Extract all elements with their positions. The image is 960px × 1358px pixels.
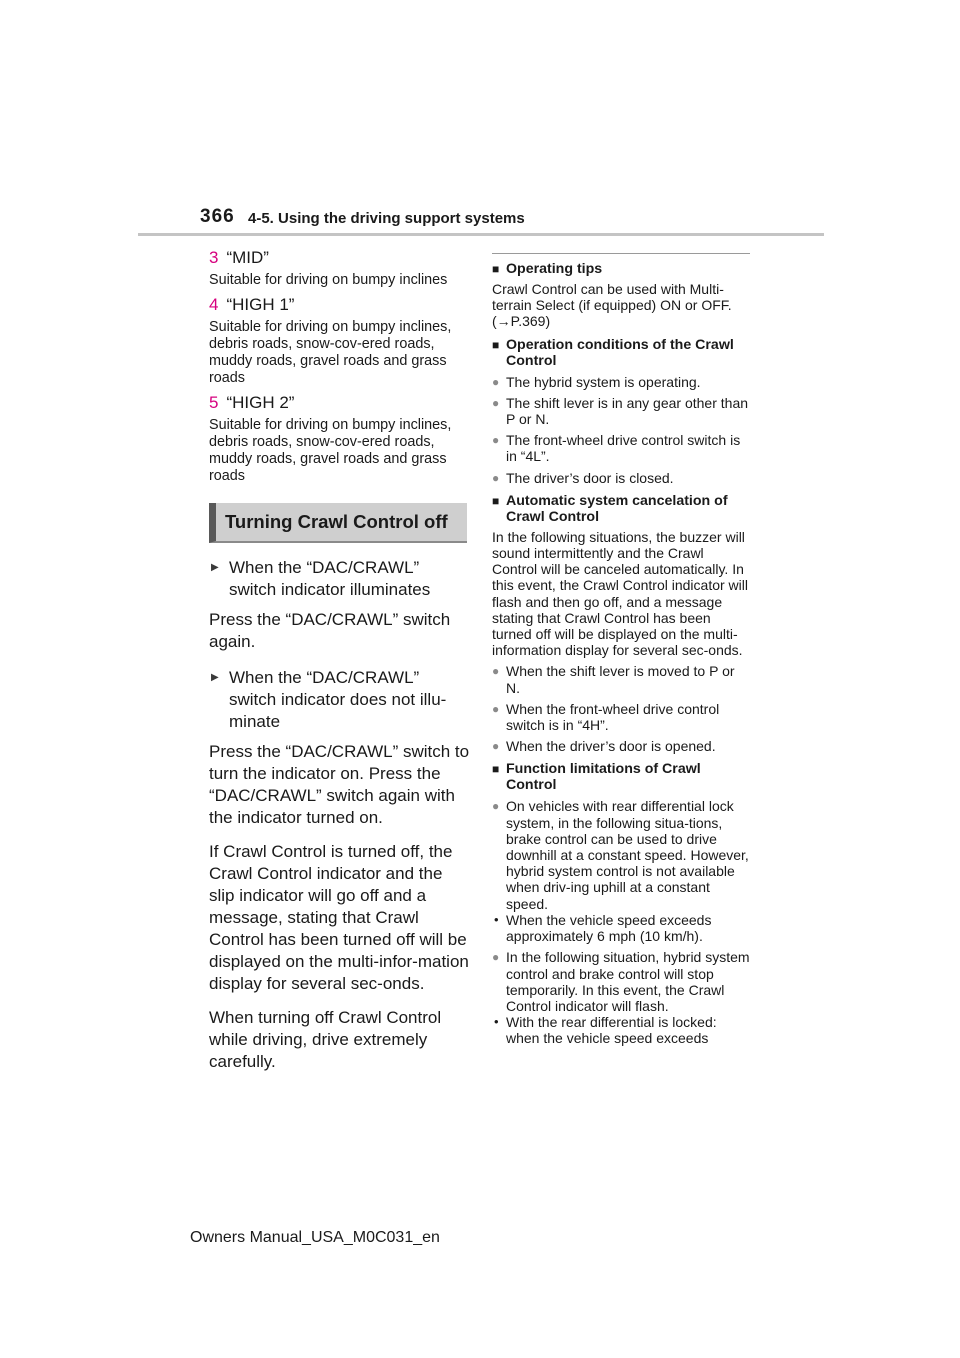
operating-tips-title: ■ Operating tips	[492, 261, 750, 277]
step-description: Suitable for driving on bumpy inclines, debris roads, snow-cov-ered roads, muddy roads, gravel roads and grass roads	[209, 417, 452, 484]
turned-off-paragraph: If Crawl Control is turned off, the Crawl Control indicator and the slip indicator will go off and a message, stating that Crawl Control has been turned off will be displayed on the multi-infor-mation display for several sec-onds.	[209, 842, 469, 993]
right-divider	[492, 253, 750, 254]
step-heading	[209, 295, 471, 315]
step-label: “HIGH 2”	[226, 393, 295, 412]
operation-conditions-title: ■ Operation conditions of the Crawl Control	[492, 337, 750, 369]
sub-list-item: • When the vehicle speed exceeds approximately 6 mph (10 km/h).	[492, 912, 750, 944]
right-column	[492, 253, 750, 1047]
footer-doc-id: Owners Manual_USA_M0C031_en	[190, 1229, 440, 1246]
list-item: ● The hybrid system is operating.	[492, 374, 750, 390]
page-number: 366	[200, 206, 235, 227]
caution-paragraph: When turning off Crawl Control while driving, drive extremely carefully.	[209, 1008, 442, 1071]
step-description: Suitable for driving on bumpy inclines	[209, 272, 448, 288]
list-item: ● When the front-wheel drive control switch is in “4H”.	[492, 701, 750, 733]
step-4	[209, 295, 471, 387]
step-number: 3	[209, 248, 219, 267]
step-heading	[209, 393, 471, 413]
step-5	[209, 393, 471, 485]
auto-cancel-text: In the following situations, the buzzer will sound intermittently and the Crawl Control will be canceled automatically. In this event, the Crawl Control indicator will flash and then go off, and a message stating that Crawl Control has been turned off will be displayed on the multi-information display for several sec-onds.	[492, 528, 748, 659]
list-item: ● In the following situation, hybrid system control and brake control will stop temporarily. In this event, the Crawl Control indicator will flash.	[492, 949, 750, 1014]
step-label: “MID”	[226, 248, 269, 267]
header-divider	[138, 233, 824, 236]
condition-illuminates-text: Press the “DAC/CRAWL” switch again.	[209, 610, 451, 651]
step-heading	[209, 248, 471, 268]
condition-not-illuminated: ▶ When the “DAC/CRAWL” switch indicator does not illu-minate	[209, 667, 471, 733]
condition-not-illuminated-text: Press the “DAC/CRAWL” switch to turn the indicator on. Press the “DAC/CRAWL” switch again with the indicator turned on.	[209, 742, 470, 827]
list-item: ● When the shift lever is moved to P or N.	[492, 663, 750, 695]
auto-cancel-title: ■ Automatic system cancelation of Crawl Control	[492, 493, 750, 525]
list-item: ● The front-wheel drive control switch is in “4L”.	[492, 432, 750, 464]
sub-list-item: • With the rear differential is locked: when the vehicle speed exceeds	[492, 1014, 750, 1046]
left-column	[209, 248, 471, 1073]
section-title: 4-5. Using the driving support systems	[248, 210, 525, 227]
list-item: ● On vehicles with rear differential lock system, in the following situa-tions, brake control can be used to drive downhill at a constant speed. However, hybrid system control is not available when driv-ing uphill at a constant speed.	[492, 798, 750, 911]
step-label: “HIGH 1”	[226, 295, 295, 314]
condition-illuminates: ▶ When the “DAC/CRAWL” switch indicator illuminates	[209, 557, 471, 601]
operating-tips-text: Crawl Control can be used with Multi-terrain Select (if equipped) ON or OFF. (→P.369)	[492, 281, 732, 330]
step-3	[209, 248, 471, 289]
step-number: 5	[209, 393, 219, 412]
list-item: ● The shift lever is in any gear other than P or N.	[492, 395, 750, 427]
step-number: 4	[209, 295, 219, 314]
function-limitations-title: ■ Function limitations of Crawl Control	[492, 761, 750, 793]
step-description: Suitable for driving on bumpy inclines, debris roads, snow-cov-ered roads, muddy roads, gravel roads and grass roads	[209, 319, 452, 386]
list-item: ● When the driver’s door is opened.	[492, 738, 750, 754]
turning-off-heading: Turning Crawl Control off	[209, 503, 467, 543]
list-item: ● The driver’s door is closed.	[492, 470, 750, 486]
